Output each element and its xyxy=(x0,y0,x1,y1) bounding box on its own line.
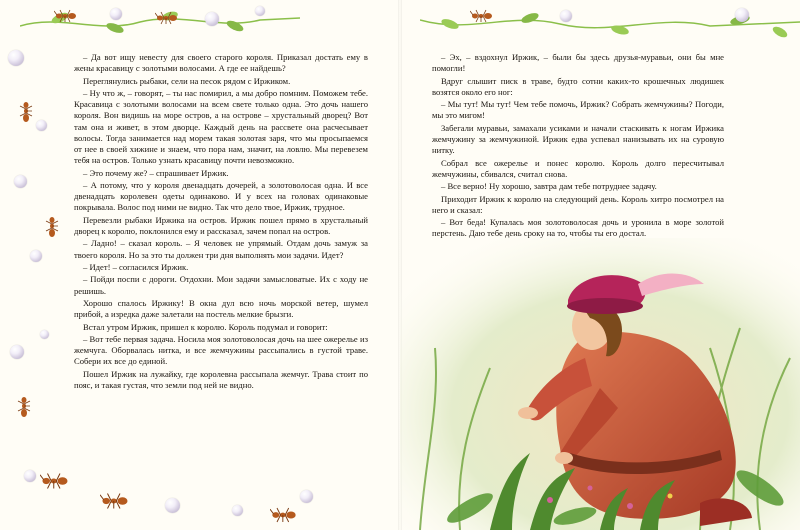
paragraph: – Идет! – согласился Иржик. xyxy=(83,261,189,272)
paragraph: Пошел Иржик на лужайку, где королевна рассыпала жемчуг. Трава стоит по пояс, и такая густая, что земли под ней не видно. xyxy=(74,368,368,390)
paragraph: Хорошо спалось Иржику! В окна дул всю ночь морской ветер, шумел прибой, а изредка даже залетали на постель мелкие брызги. xyxy=(74,297,368,320)
paragraph: Вдруг слышит писк в траве, будто сотни каких-то крошечных людишек возятся около его ног: xyxy=(432,75,724,97)
pearl-decoration xyxy=(14,175,27,188)
paragraph: – Эх, – вздохнул Иржик, – были бы здесь друзья-муравьи, они бы мне помогли! xyxy=(432,52,724,74)
paragraph: – Вот беда! Купалась моя золотоволосая дочь и уронила в море золотой перстень. Даю тебе день сроку на то, чтобы ты его достал. xyxy=(432,217,724,239)
pearl-decoration xyxy=(24,470,36,482)
paragraph: – Мы тут! Мы тут! Чем тебе помочь, Иржик? Собрать жемчужины? Погоди, мы это мигом! xyxy=(432,99,724,121)
paragraph: Приходит Иржик к королю на следующий день. Король хитро посмотрел на него и сказал: xyxy=(432,193,724,215)
pearl-decoration xyxy=(36,120,47,131)
right-page-text xyxy=(432,52,724,241)
pearl-decoration xyxy=(300,490,313,503)
pearl-decoration xyxy=(205,12,219,26)
ant-icon xyxy=(470,8,494,24)
paragraph: Забегали муравьи, замахали усиками и начали стаскивать к ногам Иржика жемчужину за жемчужиной. Иржик едва успевал нанизывать их на суровую нитку. xyxy=(432,122,724,156)
ant-icon xyxy=(155,10,179,26)
pearl-decoration xyxy=(30,250,42,262)
pearl-decoration xyxy=(735,8,749,22)
pearl-decoration xyxy=(232,505,243,516)
paragraph: – А потому, что у короля двенадцать дочерей, а золотоволосая одна. И все двенадцать королевен одеты одинаково. И у всех на головах одинаковые покрывала. Волос под ними не видно. Так что дело твое, Иржик, трудное. xyxy=(74,179,368,213)
paragraph: – Ну что ж, – говорят, – ты нас помирил, а мы добро помним. Поможем тебе. Красавица с золотыми волосами на всем свете только одна. Это дочь нашего короля. Вон видишь на море остров, а на острове – хрустальный дворец? Вот там она и живет, в этом дворце. Каждый день на рассвете она расчесывает волосы. Тогда занимается над морем такая золотая заря, что мы просыпаемся от нее в своей хижине и знаем, что пора нам, значит, на ловлю. Мы перевезем тебя на остров. Только узнать красавицу почти невозможно. xyxy=(74,87,368,166)
pearl-decoration xyxy=(10,345,24,359)
paragraph: Собрал все ожерелье и понес королю. Король долго пересчитывал жемчужины, сбивался, считал снова. xyxy=(432,157,724,179)
paragraph: Встал утром Иржик, пришел к королю. Король подумал и говорит: xyxy=(83,321,328,332)
paragraph: – Все верно! Ну хорошо, завтра дам тебе потруднее задачу. xyxy=(441,181,657,192)
paragraph: – Ладно! – сказал король. – Я человек не упрямый. Отдам дочь замуж за твоего короля. Но за это ты должен три дня выполнять мои задачи. Идет? xyxy=(74,238,368,260)
pearl-decoration xyxy=(8,50,24,66)
paragraph: – Пойди поспи с дороги. Отдохни. Мои задачи замысловатые. Их с ходу не решишь. xyxy=(74,274,368,296)
paragraph: – Вот тебе первая задача. Носила моя золотоволосая дочь на шее ожерелье из жемчуга. Оборвалась нитка, и все жемчужины рассыпались в густой траве. Собери их все до единой. xyxy=(74,333,368,367)
pearl-decoration xyxy=(40,330,49,339)
pearl-decoration xyxy=(560,10,572,22)
left-page-text xyxy=(74,52,368,392)
ant-icon xyxy=(100,490,130,512)
ant-icon xyxy=(40,470,70,492)
ant-icon xyxy=(18,100,34,124)
ant-icon xyxy=(44,215,60,239)
ant-icon xyxy=(270,505,298,525)
paragraph: Перевезли рыбаки Иржика на остров. Иржик пошел прямо в хрустальный дворец к королю, поклонился ему и рассказал, зачем попал на остров. xyxy=(74,214,368,236)
paragraph: Переглянулись рыбаки, сели на песок рядом с Иржиком. xyxy=(83,75,291,86)
pearl-decoration xyxy=(110,8,122,20)
illustration-irzhik-in-grass xyxy=(400,238,800,530)
ant-icon xyxy=(16,395,32,419)
paragraph: – Да вот ищу невесту для своего старого короля. Приказал достать ему в жены красавицу с золотыми волосами. А где ее найдешь? xyxy=(74,52,368,74)
pearl-decoration xyxy=(255,6,265,16)
paragraph: – Это почему же? – спрашивает Иржик. xyxy=(83,167,229,178)
ant-icon xyxy=(54,8,78,24)
pearl-decoration xyxy=(165,498,180,513)
